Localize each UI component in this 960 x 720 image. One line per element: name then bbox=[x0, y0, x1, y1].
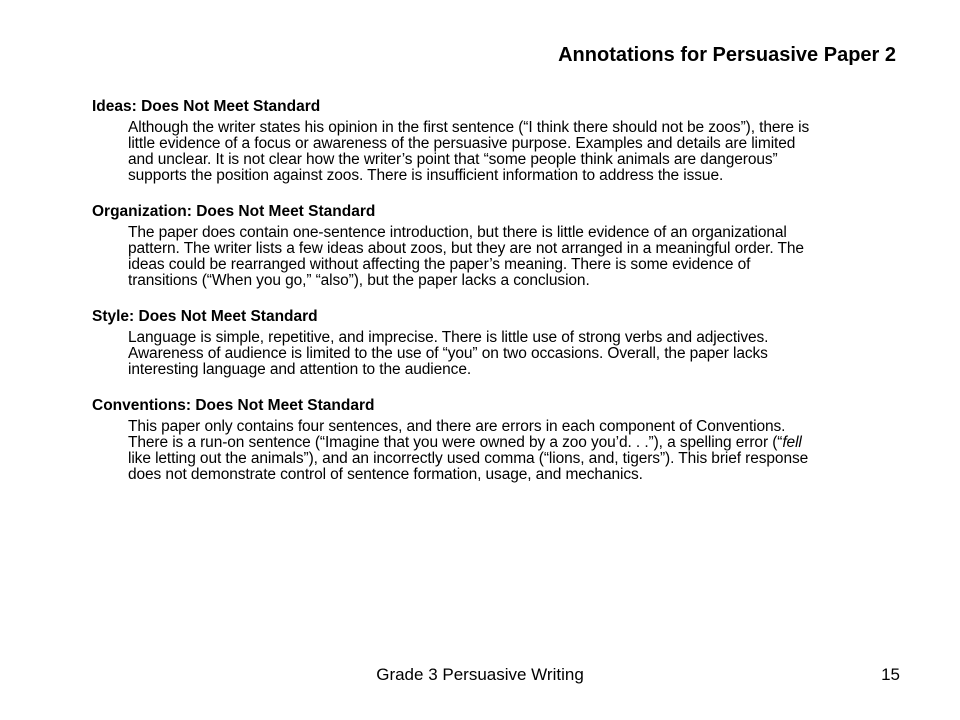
section-body bbox=[92, 419, 812, 483]
section-style bbox=[92, 308, 812, 378]
body-text-part: like letting out the animals”), and an incorrectly used comma (“lions, and, tigers”). This brief response does not demonstrate control of sentence formation, usage, and mechanics. bbox=[128, 450, 809, 483]
section-ideas bbox=[92, 98, 812, 184]
page-number: 15 bbox=[881, 665, 900, 684]
body-text-italic: fell bbox=[782, 434, 802, 451]
section-conventions bbox=[92, 397, 812, 483]
section-organization bbox=[92, 203, 812, 289]
footer-title: Grade 3 Persuasive Writing bbox=[376, 665, 584, 684]
section-heading: Organization: Does Not Meet Standard bbox=[92, 203, 376, 220]
section-heading: Ideas: Does Not Meet Standard bbox=[92, 98, 321, 115]
section-body: The paper does contain one-sentence introduction, but there is little evidence of an organizational pattern. The writer lists a few ideas about zoos, but they are not arranged in a meaningful order. The ideas could be rearranged without affecting the paper’s meaning. There is some evidence of transitions (“When you go,” “also”), but the paper lacks a conclusion. bbox=[128, 224, 804, 289]
page-title: Annotations for Persuasive Paper 2 bbox=[558, 44, 896, 66]
section-body: Language is simple, repetitive, and imprecise. There is little use of strong verbs and adjectives. Awareness of audience is limited to the use of “you” on two occasions. Overall, the paper lacks interesting language and attention to the audience. bbox=[128, 329, 769, 378]
annotations-content bbox=[92, 98, 812, 502]
section-body: Although the writer states his opinion in the first sentence (“I think there should not be zoos”), there is little evidence of a focus or awareness of the persuasive purpose. Examples and details are limited and unclear. It is not clear how the writer’s point that “some people think animals are dangerous” supports the position against zoos. There is insufficient information to address the issue. bbox=[128, 119, 810, 184]
body-text-part: This paper only contains four sentences, and there are errors in each component of Conventions. There is a run-on sentence (“Imagine that you were owned by a zoo you’d. . .”), a spelling error (“ bbox=[128, 418, 786, 451]
section-heading: Conventions: Does Not Meet Standard bbox=[92, 397, 375, 414]
section-heading: Style: Does Not Meet Standard bbox=[92, 308, 318, 325]
